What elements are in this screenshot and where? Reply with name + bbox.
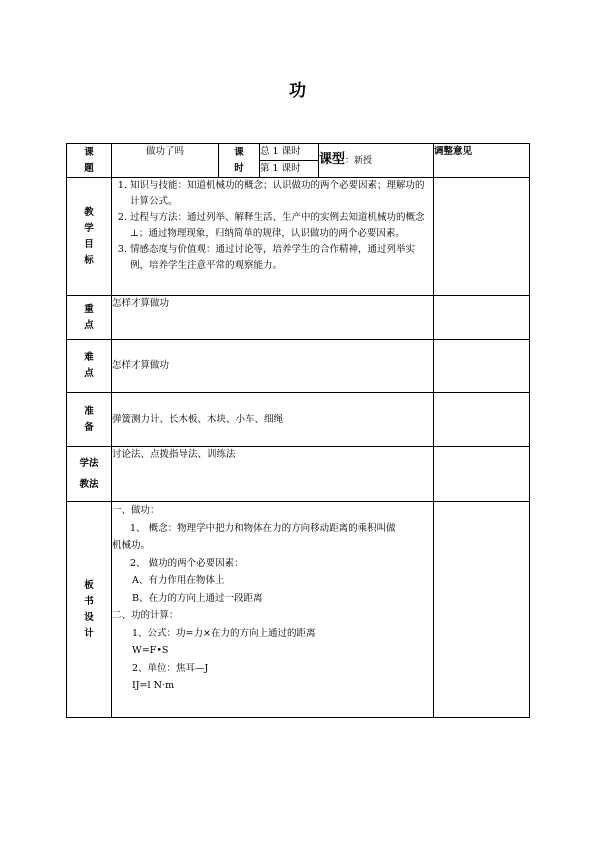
topic-value: 做功了吗: [112, 144, 219, 178]
board-line: 1、 概念：物理学中把力和物体在力的方向移动距离的乘积叫做: [130, 522, 396, 534]
lesson-type-value: 新授: [354, 156, 373, 166]
lesson-plan-table: [66, 143, 530, 718]
methods-label-teach: 教法: [79, 478, 99, 490]
lesson-type: [319, 144, 434, 178]
lesson-type-label: 课型: [319, 152, 346, 167]
board-line: 二、功的计算：: [112, 610, 179, 621]
objectives-content: [112, 178, 434, 296]
keypoint-value: 怎样才算做功: [112, 296, 434, 340]
adjust-cell: [434, 393, 530, 447]
methods-value: 讨论法、点拨指导法、训练法: [112, 447, 434, 502]
lesson-type-separator: ：: [345, 156, 355, 166]
board-line: 一、做功：: [112, 505, 160, 516]
preparation-value: 弹簧测力计、长木板、木块、小车、细绳: [112, 393, 434, 447]
board-content: [112, 502, 434, 718]
methods-label: [67, 447, 112, 502]
difficulty-value: 怎样才算做功: [112, 340, 434, 393]
board-line: 2、单位：焦耳—J: [132, 662, 209, 674]
objectives-label: 教学目标: [67, 178, 112, 296]
board-line: IJ=l N⋅m: [132, 680, 175, 691]
page-title: 功: [289, 81, 306, 101]
board-line: W=F•S: [132, 645, 169, 656]
board-line: B、在力的方向上通过一段距离: [132, 592, 263, 604]
adjust-cell: [434, 502, 530, 718]
board-line: 1、公式：功=力×在力的方向上通过的距离: [132, 627, 316, 639]
adjust-cell: [434, 340, 530, 393]
objective-item: 2. 过程与方法：通过列举、解释生活、生产中的实例去知道机械功的概念⊥；通过物理现象，归纳简单的规律，认识做功的两个必要因素。: [130, 210, 433, 242]
objective-item: 3. 情感态度与价值观：通过讨论等，培养学生的合作精神，通过列举实例，培养学生注意平常的观察能力。: [130, 242, 433, 274]
methods-label-study: 学法: [79, 457, 99, 469]
adjust-cell: [434, 447, 530, 502]
difficulty-label: 难点: [67, 340, 112, 393]
objective-item: 1. 知识与技能：知道机械功的概念；认识做功的两个必要因素；理解功的计算公式。: [130, 178, 433, 210]
adjust-cell: [434, 296, 530, 340]
preparation-label: 准备: [67, 393, 112, 447]
period-current: 第 1 课时: [260, 161, 319, 178]
period-label: 课时: [219, 144, 260, 178]
board-line: 2、 做功的两个必要因素：: [130, 557, 244, 569]
board-label: 板书设计: [67, 502, 112, 718]
adjust-cell: [434, 178, 530, 296]
keypoint-label: 重点: [67, 296, 112, 340]
period-total: 总 1 课时: [260, 144, 319, 161]
board-line: A、有力作用在物体上: [132, 575, 225, 586]
adjust-label: 调整意见: [434, 144, 530, 178]
board-line: 机械功。: [112, 540, 151, 551]
topic-label: 课题: [67, 144, 112, 178]
